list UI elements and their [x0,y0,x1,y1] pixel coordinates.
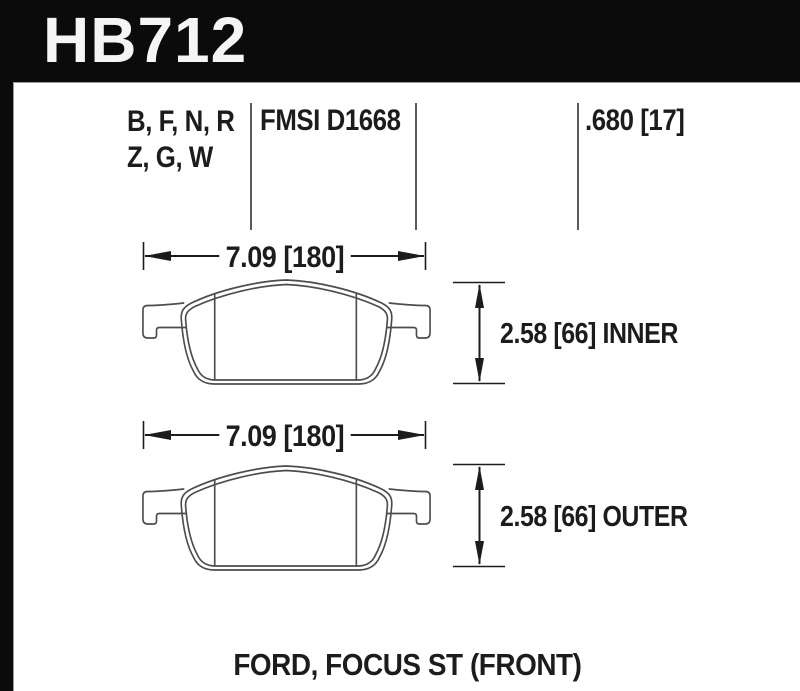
inner-height-dimension-label: 2.58 [66] INNER [500,318,678,350]
outer-height-dimension-arrows [451,463,507,568]
application-label: FORD, FOCUS ST (FRONT) [232,647,582,682]
fmsi-number: FMSI D1668 [260,104,401,137]
inner-height-dimension-arrows [451,281,507,385]
compound-codes [127,104,252,176]
outer-height-dimension-label: 2.58 [66] OUTER [500,501,688,533]
spec-divider [250,103,252,230]
content-panel [13,82,800,691]
compound-codes-line2: Z, G, W [127,141,213,174]
inner-width-dimension-label: 7.09 [180] [141,241,428,275]
outer-pad-drawing [141,463,432,579]
compound-codes-line1: B, F, N, R [127,105,235,138]
pad-thickness: .680 [17] [585,104,685,137]
spec-divider [577,103,579,230]
part-number: HB712 [43,4,248,76]
inner-pad-drawing [141,277,432,393]
outer-width-dimension-label: 7.09 [180] [141,420,428,454]
spec-divider [415,103,417,230]
